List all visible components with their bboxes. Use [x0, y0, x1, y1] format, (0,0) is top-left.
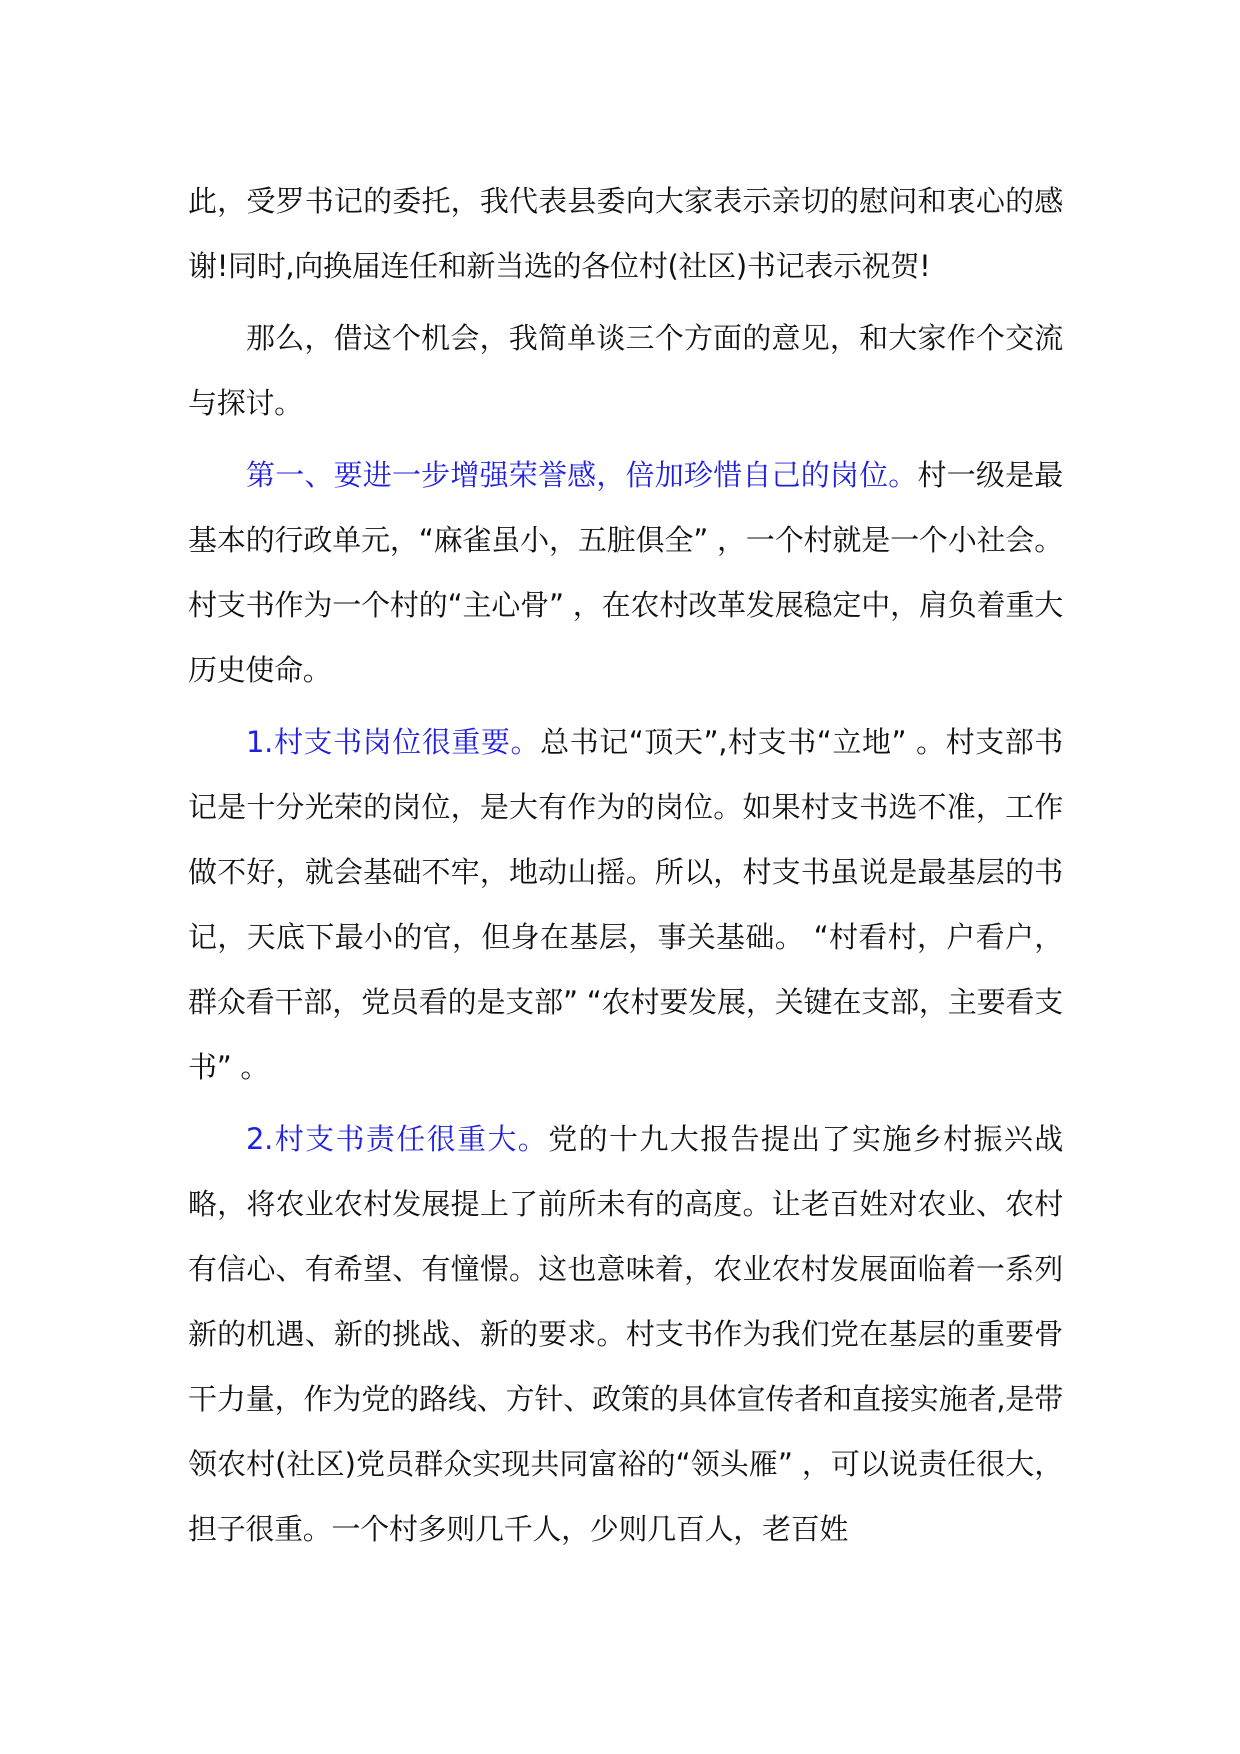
subsection-heading-1: 1.村支书岗位很重要。: [246, 725, 541, 759]
paragraph-5-text: 党的十九大报告提出了实施乡村振兴战略，将农业农村发展提上了前所未有的高度。让老百姓对农业、农村有信心、有希望、有憧憬。这也意味着，农业农村发展面临着一系列新的机遇、新的挑战、新的要求。村支书作为我们党在基层的重要骨干力量，作为党的路线、方针、政策的具体宣传者和直接实施者,是带领农村(社区)党员群众实现共同富裕的“领头雁” ，可以说责任很大，担子很重。一个村多则几千人，少则几百人，老百姓: [188, 1122, 1063, 1546]
paragraph-3-text: 村一级是最基本的行政单元，“麻雀虽小，五脏俱全” ，一个村就是一个小社会。村支书作为一个村的“主心骨” ，在农村改革发展稳定中，肩负着重大历史使命。: [188, 458, 1063, 687]
paragraph-5: [188, 1107, 1063, 1562]
paragraph-4: [188, 710, 1063, 1100]
paragraph-2-text: 那么，借这个机会，我简单谈三个方面的意见，和大家作个交流与探讨。: [188, 321, 1063, 420]
document-page: [188, 169, 1063, 1569]
paragraph-2: [188, 306, 1063, 436]
paragraph-4-text: 总书记“顶天”,村支书“立地” 。村支部书记是十分光荣的岗位，是大有作为的岗位。如果村支书选不准，工作做不好，就会基础不牢，地动山摇。所以，村支书虽说是最基层的书记，天底下最小的官，但身在基层，事关基础。 “村看村，户看户，群众看干部，党员看的是支部” “农村要发展，关键在支部，主要看支书” 。: [188, 725, 1064, 1084]
paragraph-1-text: 此，受罗书记的委托，我代表县委向大家表示亲切的慰问和衷心的感谢!同时,向换届连任和新当选的各位村(社区)书记表示祝贺!: [188, 184, 1063, 283]
paragraph-1: [188, 169, 1063, 299]
section-heading-1: 第一、要进一步增强荣誉感，倍加珍惜自己的岗位。: [246, 458, 918, 492]
subsection-heading-2: 2.村支书责任很重大。: [246, 1122, 549, 1156]
paragraph-3: [188, 443, 1063, 703]
